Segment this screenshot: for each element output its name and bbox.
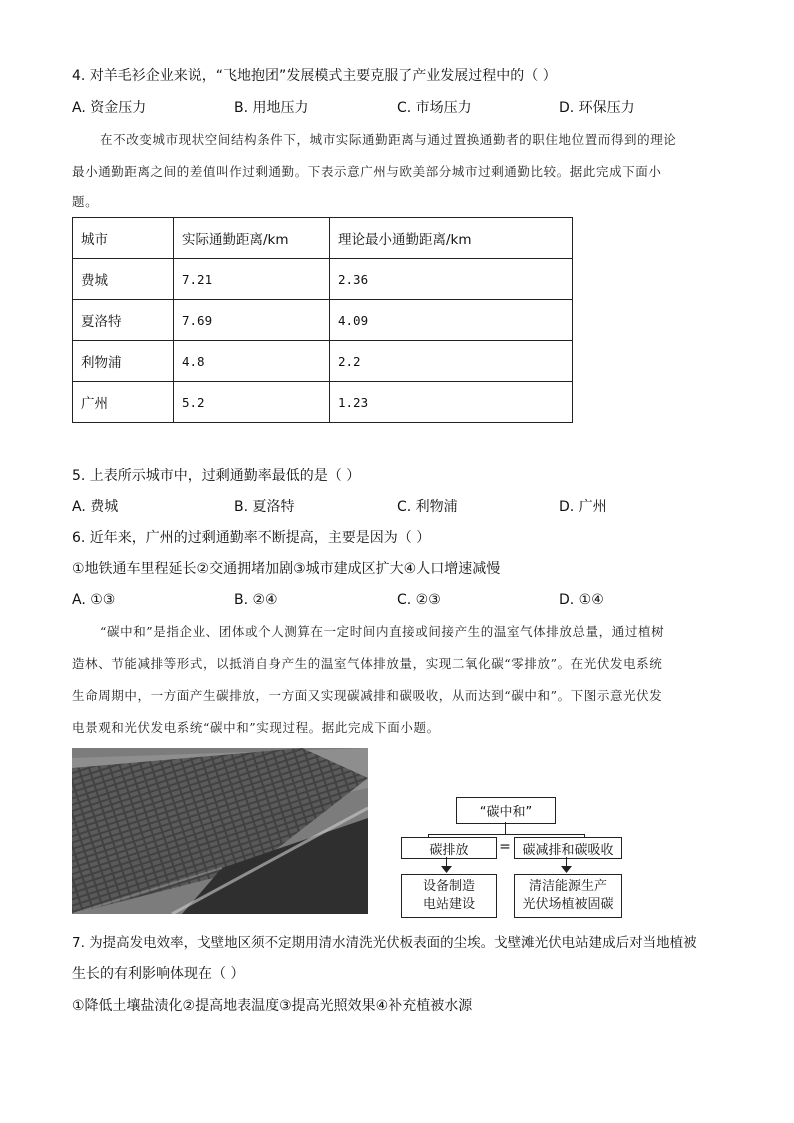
material2-line-4: 电景观和光伏发电系统“碳中和”实现过程。据此完成下面小题。 (72, 720, 440, 735)
q4-option-d: D. 环保压力 (559, 100, 635, 116)
diagram-equals-sign: = (499, 839, 511, 855)
q6-option-d: D. ①④ (559, 592, 604, 608)
table-cell-theoretical: 1.23 (330, 382, 573, 423)
material2-line-1: “碳中和”是指企业、团体或个人测算在一定时间内直接或间接产生的温室气体排放总量，通过植树 (100, 624, 665, 639)
table-cell-actual: 7.21 (174, 259, 330, 300)
arrow-down-icon (441, 866, 452, 874)
diagram-reduction-box: 碳减排和碳吸收 (514, 837, 622, 859)
table-row (73, 300, 573, 341)
table-cell-city: 广州 (73, 382, 174, 423)
q4-stem: 4. 对羊毛衫企业来说，“飞地抱团”发展模式主要克服了产业发展过程中的（ ） (72, 68, 557, 84)
diagram-reduction-detail-box (514, 874, 622, 918)
diagram-reduction-detail-line2: 光伏场植被固碳 (522, 897, 614, 912)
q5-stem: 5. 上表所示城市中，过剩通勤率最低的是（ ） (72, 468, 361, 484)
diagram-reduction-detail-line1: 清洁能源生产 (528, 879, 607, 894)
q5-option-b: B. 夏洛特 (234, 499, 295, 515)
table-header-actual: 实际通勤距离/km (174, 218, 330, 259)
commute-table (72, 217, 573, 423)
diagram-top-box: “碳中和” (456, 797, 556, 824)
q6-stem: 6. 近年来，广州的过剩通勤率不断提高，主要是因为（ ） (72, 530, 431, 546)
q6-items: ①地铁通车里程延长②交通拥堵加剧③城市建成区扩大④人口增速减慢 (72, 561, 501, 577)
table-row (73, 341, 573, 382)
q6-option-a: A. ①③ (72, 592, 116, 608)
q5-option-d: D. 广州 (559, 499, 607, 515)
diagram-emission-detail-line1: 设备制造 (422, 879, 475, 894)
q4-option-c: C. 市场压力 (397, 100, 472, 116)
q6-option-c: C. ②③ (397, 592, 441, 608)
table-cell-actual: 7.69 (174, 300, 330, 341)
table-cell-city: 夏洛特 (73, 300, 174, 341)
q7-items: ①降低土壤盐渍化②提高地表温度③提高光照效果④补充植被水源 (72, 998, 473, 1014)
table-cell-theoretical: 2.36 (330, 259, 573, 300)
q5-option-c: C. 利物浦 (397, 499, 458, 515)
arrow-down-icon (561, 866, 572, 874)
table-cell-theoretical: 4.09 (330, 300, 573, 341)
table-header-row (73, 218, 573, 259)
material2-line-2: 造林、节能减排等形式，以抵消自身产生的温室气体排放量，实现二氧化碳“零排放”。在光伏发电系统 (72, 656, 663, 671)
material1-line-2: 最小通勤距离之间的差值叫作过剩通勤。下表示意广州与欧美部分城市过剩通勤比较。据此完成下面小 (72, 164, 662, 179)
q5-option-a: A. 费城 (72, 499, 119, 515)
table-row (73, 382, 573, 423)
diagram-emission-detail-line2: 电站建设 (422, 897, 475, 912)
diagram-emission-detail-box (401, 874, 497, 918)
q6-option-b: B. ②④ (234, 592, 278, 608)
q4-option-b: B. 用地压力 (234, 100, 309, 116)
table-header-theoretical: 理论最小通勤距离/km (330, 218, 573, 259)
table-cell-theoretical: 2.2 (330, 341, 573, 382)
material2-line-3: 生命周期中，一方面产生碳排放，一方面又实现碳减排和碳吸收，从而达到“碳中和”。下图示意光伏发 (72, 688, 663, 703)
q7-stem-line-2: 生长的有利影响体现在（ ） (72, 966, 245, 982)
solar-farm-illustration (72, 748, 368, 914)
table-cell-city: 费城 (73, 259, 174, 300)
table-header-city: 城市 (73, 218, 174, 259)
q4-option-a: A. 资金压力 (72, 100, 147, 116)
material1-line-3: 题。 (72, 194, 99, 209)
diagram-connector (505, 822, 506, 834)
table-row (73, 259, 573, 300)
table-cell-actual: 4.8 (174, 341, 330, 382)
diagram-emission-box: 碳排放 (401, 837, 497, 859)
diagram-connector (428, 834, 585, 835)
table-cell-city: 利物浦 (73, 341, 174, 382)
table-cell-actual: 5.2 (174, 382, 330, 423)
q7-stem-line-1: 7. 为提高发电效率，戈壁地区须不定期用清水清洗光伏板表面的尘埃。戈壁滩光伏电站建成后对当地植被 (72, 935, 697, 951)
solar-farm-photo (72, 748, 368, 914)
material1-line-1: 在不改变城市现状空间结构条件下，城市实际通勤距离与通过置换通勤者的职住地位置而得到的理论 (100, 132, 677, 147)
